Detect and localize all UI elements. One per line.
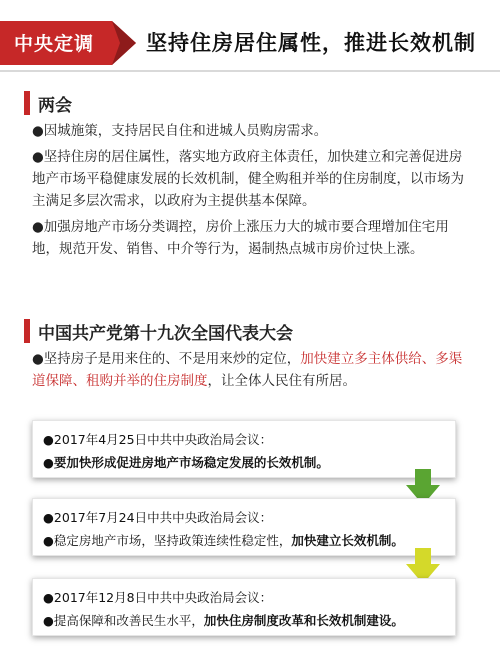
header-divider — [0, 70, 500, 72]
timeline-card — [32, 578, 456, 636]
bullet-suffix: ，让全体人民住有所居。 — [207, 373, 356, 389]
timeline-text — [43, 611, 404, 629]
timeline-date: ●2017年4月25日中共中央政治局会议： — [43, 432, 273, 447]
bullet-prefix: ●坚持房子是用来住的、不是用来炒的定位， — [32, 351, 301, 367]
timeline-text-normal: ●提高保障和改善民生水平， — [43, 613, 204, 628]
timeline-text-bold: ●要加快形成促进房地产市场稳定发展的长效机制。 — [43, 455, 329, 470]
timeline-text-bold: 加快住房制度改革和长效机制建设。 — [203, 613, 404, 628]
section-title: 两会 — [38, 96, 72, 116]
bullet-paragraph: ●因城施策，支持居民自住和进城人员购房需求。 — [32, 123, 328, 139]
bullet-highlight: 加快建立多主体供给、多渠道保障、租购并举的住房制度 — [32, 351, 463, 389]
bullet-paragraph: ●加强房地产市场分类调控，房价上涨压力大的城市要合理增加住宅用地，规范开发、销售、中介等行为，遏制热点城市房价过快上涨。 — [32, 219, 449, 257]
section-marker — [24, 91, 30, 115]
bullet-paragraph: ●坚持住房的居住属性，落实地方政府主体责任，加快建立和完善促进房地产市场平稳健康发展的长效机制，健全购租并举的住房制度，以市场为主满足多层次需求，以政府为主提供基本保障。 — [32, 149, 464, 209]
timeline-text-bold: 加快建立长效机制。 — [291, 533, 404, 548]
page-header — [0, 18, 500, 68]
timeline-text-normal: ●稳定房地产市场，坚持政策连续性稳定性， — [43, 533, 292, 548]
header-tag-label: 中央定调 — [14, 33, 95, 55]
page-title: 坚持住房居住属性，推进长效机制 — [146, 31, 476, 55]
timeline-date: ●2017年7月24日中共中央政治局会议： — [43, 510, 273, 525]
header-tag — [0, 21, 136, 65]
timeline-date: ●2017年12月8日中共中央政治局会议： — [43, 590, 273, 605]
timeline-text — [43, 531, 404, 549]
section-marker — [24, 319, 30, 343]
section-title: 中国共产党第十九次全国代表大会 — [38, 324, 293, 344]
timeline-card — [32, 498, 456, 556]
timeline-text — [43, 453, 329, 471]
timeline-card — [32, 420, 456, 478]
bullet-paragraph — [32, 348, 472, 392]
